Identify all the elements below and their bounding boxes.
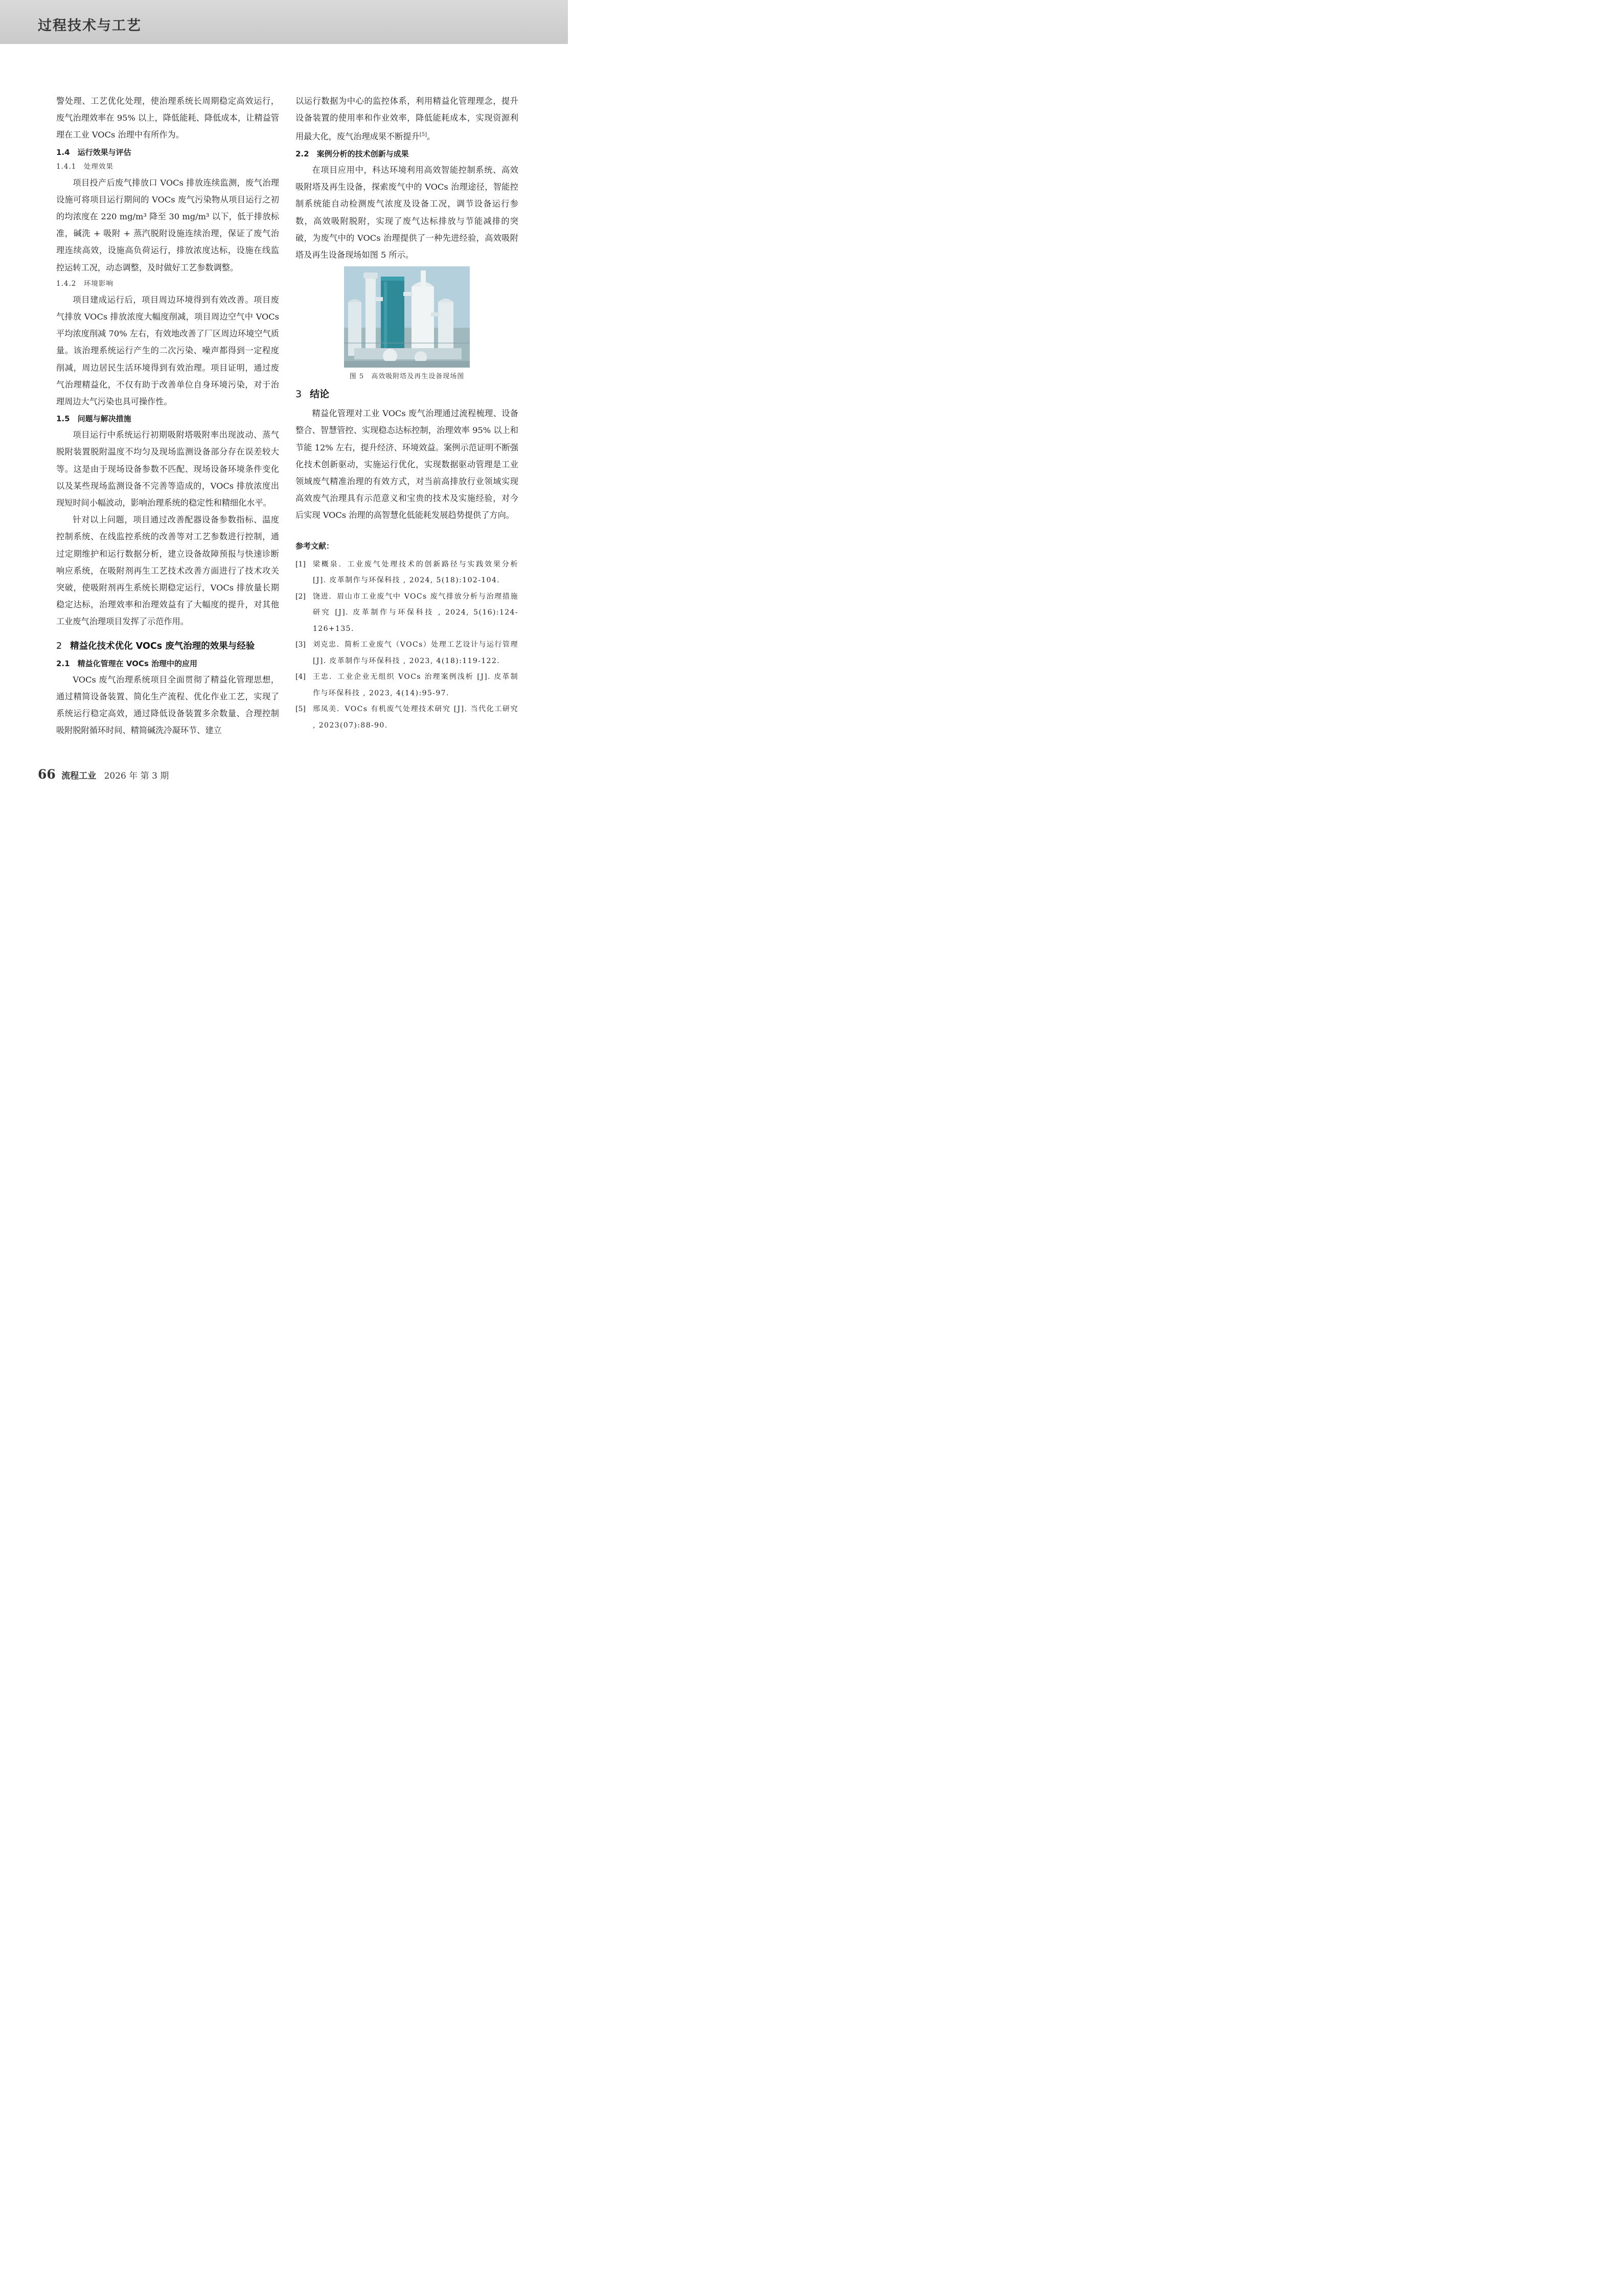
reference-item: [5] 邢凤美．VOCs 有机废气处理技术研究 [J]. 当代化工研究 , 2023(07):88-90. xyxy=(295,705,518,730)
subsection-heading-1-4-1: 1.4.1 处理效果 xyxy=(56,162,113,171)
references-heading: 参考文献： xyxy=(295,541,334,551)
paragraph: 项目投产后废气排放口 VOCs 排放连续监测，废气治理设施可将项目运行期间的 VOCs 废气污染物从项目运行之初的均浓度在 220 mg/m³ 降至 30 mg/m³ 以下，低于排放标准，碱洗 + 吸附 + 蒸汽脱附设施连续治理，保证了废气治理连续高效，设施高负荷运行，排放浓度达标，设施在线监控运转工况，动态调整，及时做好工艺参数调整。 xyxy=(56,177,279,272)
chapter-number: 3 xyxy=(295,389,302,400)
paragraph: 项目运行中系统运行初期吸附塔吸附率出现波动、蒸气脱附装置脱附温度不均匀及现场监测设备部分存在误差较大等。这是由于现场设备参数不匹配、现场设备环境条件变化以及某些现场监测设备不完善等造成的，VOCs 排放浓度出现短时间小幅波动，影响治理系统的稳定性和精细化水平。 xyxy=(56,430,279,508)
chapter-title: 精益化技术优化 VOCs 废气治理的效果与经验 xyxy=(70,641,255,651)
section-heading-2-1: 2.1 精益化管理在 VOCs 治理中的应用 xyxy=(56,658,198,668)
subsection-heading-1-4-2: 1.4.2 环境影响 xyxy=(56,279,113,288)
adsorption-towers-illustration xyxy=(344,266,470,368)
issue-info: 2026 年 第 3 期 xyxy=(104,771,169,781)
paragraph: 针对以上问题，项目通过改善配器设备参数指标、温度控制系统、在线监控系统的改善等对工艺参数进行控制，通过定期维护和运行数据分析，建立设备故障预报与快速诊断响应系统，在吸附剂再生工艺技术改善方面进行了技术攻关突破，使吸附剂再生系统长期稳定运行，VOCs 排放量长期稳定达标，治理效率和治理效益有了大幅度的提升，对其他工业废气治理项目发挥了示范作用。 xyxy=(56,515,279,627)
journal-name: 流程工业 xyxy=(61,771,97,781)
paragraph: 以运行数据为中心的监控体系，利用精益化管理理念，提升设备装置的使用率和作业效率，降低能耗成本，实现资源利用最大化，废气治理成果不断提升[5]。 xyxy=(295,96,518,142)
paragraph: 在项目应用中，科达环境利用高效智能控制系统、高效吸附塔及再生设备，探索废气中的 VOCs 治理途径，智能控制系统能自动检测废气浓度及设备工况，调节设备运行参数，高效吸附脱附，实现了废气达标排放与节能减排的突破，为废气中的 VOCs 治理提供了一种先进经验，高效吸附塔及再生设备现场如图 5 所示。 xyxy=(295,165,518,260)
chapter-number: 2 xyxy=(56,641,62,651)
figure-caption: 图 5 高效吸附塔及再生设备现场图 xyxy=(349,373,465,381)
citation: [5] xyxy=(419,132,427,138)
reference-item: [3] 刘克忠．简析工业废气（VOCs）处理工艺设计与运行管理 [J]. 皮革制作与环保科技 , 2023, 4(18):119-122. xyxy=(295,641,518,665)
paragraph: 警处理、工艺优化处理，使治理系统长周期稳定高效运行，废气治理效率在 95% 以上，降低能耗、降低成本，让精益管理在工业 VOCs 治理中有所作为。 xyxy=(56,96,279,140)
figure-adsorption-towers-photo xyxy=(344,266,470,368)
page-footer xyxy=(38,767,169,782)
page-number: 66 xyxy=(38,767,56,782)
left-column xyxy=(56,93,279,739)
chapter-heading-2 xyxy=(56,638,279,655)
paragraph: 项目建成运行后，项目周边环境得到有效改善。项目废气排放 VOCs 排放浓度大幅度削减，项目周边空气中 VOCs 平均浓度削减 70% 左右，有效地改善了厂区周边环境空气质量。该治理系统运行产生的二次污染、噪声都得到一定程度削减，周边居民生活环境得到有效治理。项目证明，通过废气治理精益化，不仅有助于改善单位自身环境污染，对于治理周边大气污染也具可操作性。 xyxy=(56,294,279,407)
paragraph: VOCs 废气治理系统项目全面贯彻了精益化管理思想，通过精简设备装置、简化生产流程、优化作业工艺，实现了系统运行稳定高效，通过降低设备装置多余数量、合理控制吸附脱附循环时间、精简碱洗冷凝环节、建立 xyxy=(56,674,279,736)
chapter-heading-3 xyxy=(295,385,518,403)
paragraph: 精益化管理对工业 VOCs 废气治理通过流程梳理、设备整合、智慧管控、实现稳态达标控制，治理效率 95% 以上和节能 12% 左右，提升经济、环境效益。案例示范证明不断强化技术创新驱动，实施运行优化，实现数据驱动管理是工业领域废气精准治理的有效方式，对当前高排放行业领域实现高效废气治理具有示范意义和宝贵的技术及实施经验，对今后实现 VOCs 治理的高智慧化低能耗发展趋势提供了方向。 xyxy=(295,408,518,520)
reference-item: [1] 梁概泉．工业废气处理技术的创新路径与实践效果分析 [J]. 皮革制作与环保科技 , 2024, 5(18):102-104. xyxy=(295,560,518,585)
section-header-title: 过程技术与工艺 xyxy=(38,18,142,34)
reference-item: [4] 王忠．工业企业无组织 VOCs 治理案例浅析 [J]. 皮革制作与环保科技 , 2023, 4(14):95-97. xyxy=(295,673,518,697)
chapter-title: 结论 xyxy=(310,389,330,400)
header-band xyxy=(0,0,568,44)
right-column xyxy=(295,93,518,734)
section-heading-2-2: 2.2 案例分析的技术创新与成果 xyxy=(295,149,409,158)
section-heading-1-5: 1.5 问题与解决措施 xyxy=(56,414,131,424)
section-heading-1-4: 1.4 运行效果与评估 xyxy=(56,147,131,157)
reference-item: [2] 饶进．眉山市工业废气中 VOCs 废气排放分析与治理措施研究 [J]. 皮革制作与环保科技 , 2024, 5(16):124-126+135. xyxy=(295,592,518,633)
